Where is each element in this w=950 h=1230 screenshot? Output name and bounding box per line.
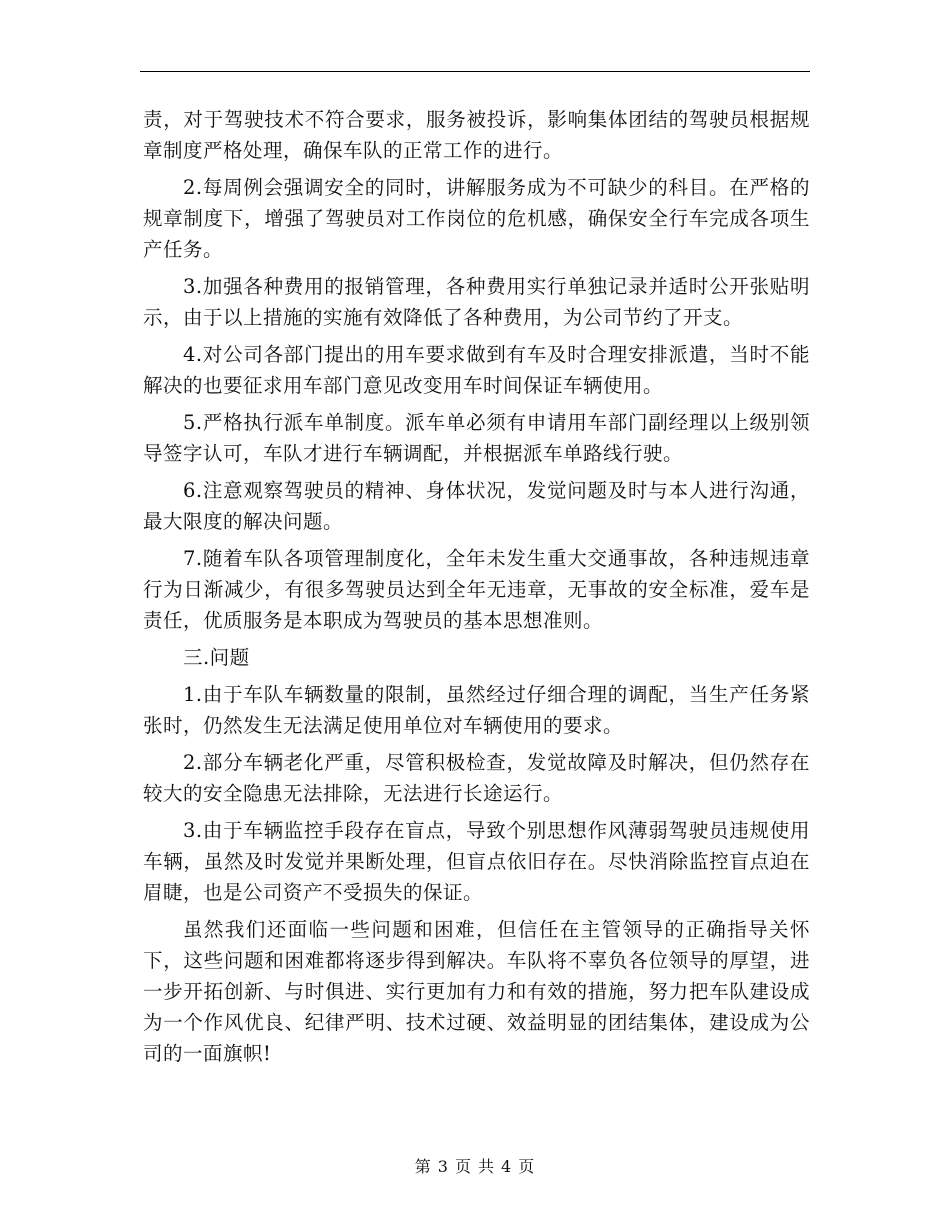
paragraph-2: 2.每周例会强调安全的同时，讲解服务成为不可缺少的科目。在严格的规章制度下，增强了驾驶员对工作岗位的危机感，确保安全行车完成各项生产任务。 — [143, 176, 810, 261]
section-heading-problems: 三.问题 — [182, 646, 250, 669]
paragraph-5: 5.严格执行派车单制度。派车单必须有申请用车部门副经理以上级别领导签字认可，车队才进行车辆调配，并根据派车单路线行驶。 — [143, 411, 810, 465]
paragraph-7: 7.随着车队各项管理制度化，全年未发生重大交通事故，各种违规违章行为日渐减少，有很多驾驶员达到全年无违章，无事故的安全标准，爱车是责任，优质服务是本职成为驾驶员的基本思想准则。 — [143, 547, 810, 632]
paragraph-10: 2.部分车辆老化严重，尽管积极检查，发觉故障及时解决，但仍然存在较大的安全隐患无法排除，无法进行长途运行。 — [143, 751, 810, 805]
document-body — [143, 104, 810, 1075]
paragraph-11: 3.由于车辆监控手段存在盲点，导致个别思想作风薄弱驾驶员违规使用车辆，虽然及时发觉并果断处理，但盲点依旧存在。尽快消除监控盲点迫在眉睫，也是公司资产不受损失的保证。 — [143, 819, 810, 904]
paragraph-1: 责，对于驾驶技术不符合要求，服务被投诉，影响集体团结的驾驶员根据规章制度严格处理，确保车队的正常工作的进行。 — [143, 108, 810, 162]
footer-prefix: 第 — [414, 1157, 432, 1176]
footer-current-page: 3 — [437, 1157, 449, 1176]
footer-total-pages: 4 — [501, 1157, 513, 1176]
footer-suffix: 页 — [518, 1157, 536, 1176]
closing-paragraph: 虽然我们还面临一些问题和困难，但信任在主管领导的正确指导关怀下，这些问题和困难都将逐步得到解决。车队将不辜负各位领导的厚望，进一步开拓创新、与时俱进、实行更加有力和有效的措施，努力把车队建设成为一个作风优良、纪律严明、技术过硬、效益明显的团结集体，建设成为公司的一面旗帜! — [143, 918, 810, 1065]
page-footer — [0, 1154, 950, 1177]
header-rule — [140, 71, 810, 72]
paragraph-9: 1.由于车队车辆数量的限制，虽然经过仔细合理的调配，当生产任务紧张时，仍然发生无法满足使用单位对车辆使用的要求。 — [143, 683, 810, 737]
paragraph-6: 6.注意观察驾驶员的精神、身体状况，发觉问题及时与本人进行沟通，最大限度的解决问题。 — [143, 479, 810, 533]
paragraph-3: 3.加强各种费用的报销管理，各种费用实行单独记录并适时公开张贴明示，由于以上措施的实施有效降低了各种费用，为公司节约了开支。 — [143, 275, 810, 329]
footer-middle: 页 共 — [454, 1157, 496, 1176]
paragraph-4: 4.对公司各部门提出的用车要求做到有车及时合理安排派遣，当时不能解决的也要征求用车部门意见改变用车时间保证车辆使用。 — [143, 343, 810, 397]
